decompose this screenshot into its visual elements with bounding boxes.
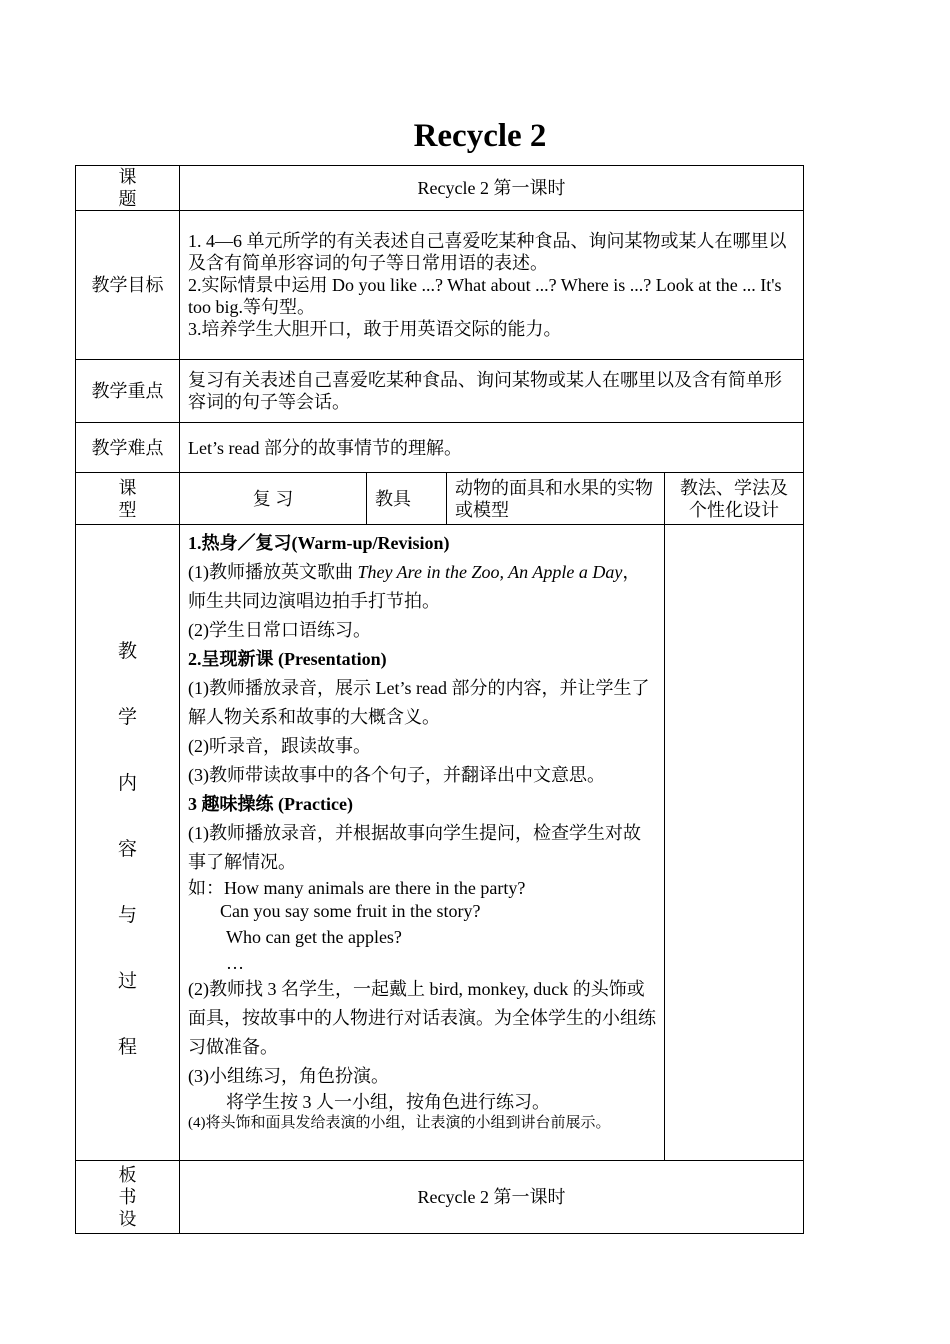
warmup-step-2: (2)学生日常口语练习。 (188, 620, 371, 640)
key-points-label: 教学重点 (76, 360, 180, 423)
lesson-plan-table (75, 165, 804, 1234)
warmup-step-1: (1)教师播放英文歌曲 They Are in the Zoo, An Apple a Day，师生共同边演唱边拍手打节拍。 (188, 562, 641, 611)
row-key-points (76, 360, 804, 423)
objective-item: 3.培养学生大胆开口，敢于用英语交际的能力。 (188, 319, 562, 339)
practice-step-3: (3)小组练习，角色扮演。 (188, 1066, 389, 1086)
board-value: Recycle 2 第一课时 (180, 1161, 804, 1234)
practice-heading: 3 趣味操练 (Practice) (188, 794, 353, 814)
difficulties-value: Let’s read 部分的故事情节的理解。 (180, 423, 804, 473)
practice-step-2: (2)教师找 3 名学生，一起戴上 bird, monkey, duck 的头饰或面具，按故事中的人物进行对话表演。为全体学生的小组练习做准备。 (188, 979, 656, 1057)
objectives-label: 教学目标 (76, 211, 180, 360)
example-question: Who can get the apples? (226, 927, 402, 947)
board-label (76, 1161, 180, 1234)
practice-step-4: (4)将头饰和面具发给表演的小组，让表演的小组到讲台前展示。 (188, 1115, 611, 1131)
presentation-step-2: (2)听录音，跟读故事。 (188, 736, 371, 756)
method-design-label: 教法、学法及个性化设计 (665, 473, 804, 525)
board-label-char: 书 (118, 1187, 137, 1207)
presentation-step-1: (1)教师播放录音，展示 Let’s read 部分的内容，并让学生了解人物关系和故事的大概含义。 (188, 678, 650, 727)
presentation-heading: 2.呈现新课 (Presentation) (188, 649, 387, 669)
process-label-char: 程 (117, 1037, 137, 1058)
row-lesson-type (76, 473, 804, 525)
practice-step-1: (1)教师播放录音，并根据故事向学生提问，检查学生对故事了解情况。 (188, 823, 641, 872)
process-label (76, 525, 180, 1161)
ellipsis: … (226, 953, 244, 973)
method-design-content (665, 525, 804, 1161)
process-label-char: 学 (117, 707, 137, 728)
teaching-aids-value: 动物的面具和水果的实物或模型 (447, 473, 665, 525)
objective-item: 2.实际情景中运用 Do you like ...? What about ...? Where is ...? Look at the ... It's too big.等句型。 (188, 275, 782, 317)
lesson-type-label: 课 型 (76, 473, 180, 525)
row-process (76, 525, 804, 1161)
objective-item: 1. 4—6 单元所学的有关表述自己喜爱吃某种食品、询问某物或某人在哪里以及含有简单形容词的句子等日常用语的表述。 (188, 231, 787, 273)
key-points-value: 复习有关表述自己喜爱吃某种食品、询问某物或某人在哪里以及含有简单形容词的句子等会话。 (180, 360, 804, 423)
process-label-char: 教 (117, 641, 137, 662)
board-label-char: 板 (118, 1165, 137, 1185)
process-label-char: 内 (117, 773, 137, 794)
process-label-char: 容 (117, 839, 137, 860)
difficulties-label: 教学难点 (76, 423, 180, 473)
teaching-aids-label: 教具 (367, 473, 447, 525)
process-content (180, 525, 665, 1161)
topic-value: Recycle 2 第一课时 (180, 166, 804, 211)
row-difficulties (76, 423, 804, 473)
topic-label: 课 题 (76, 166, 180, 211)
row-board (76, 1161, 804, 1234)
example-question: 如：How many animals are there in the party? (188, 878, 526, 898)
lesson-type-value: 复 习 (180, 473, 367, 525)
process-label-char: 与 (117, 905, 137, 926)
presentation-step-3: (3)教师带读故事中的各个句子，并翻译出中文意思。 (188, 765, 605, 785)
example-question: Can you say some fruit in the story? (220, 901, 481, 921)
objectives-value (180, 211, 804, 360)
practice-step-3-detail: 将学生按 3 人一小组，按角色进行练习。 (226, 1092, 550, 1112)
row-topic (76, 166, 804, 211)
song-titles: They Are in the Zoo, An Apple a Day (357, 562, 623, 582)
board-label-char: 设 (118, 1209, 137, 1229)
process-label-char: 过 (117, 971, 137, 992)
row-objectives (76, 211, 804, 360)
page-title: Recycle 2 (413, 118, 547, 154)
warmup-heading: 1.热身／复习(Warm-up/Revision) (188, 533, 450, 553)
